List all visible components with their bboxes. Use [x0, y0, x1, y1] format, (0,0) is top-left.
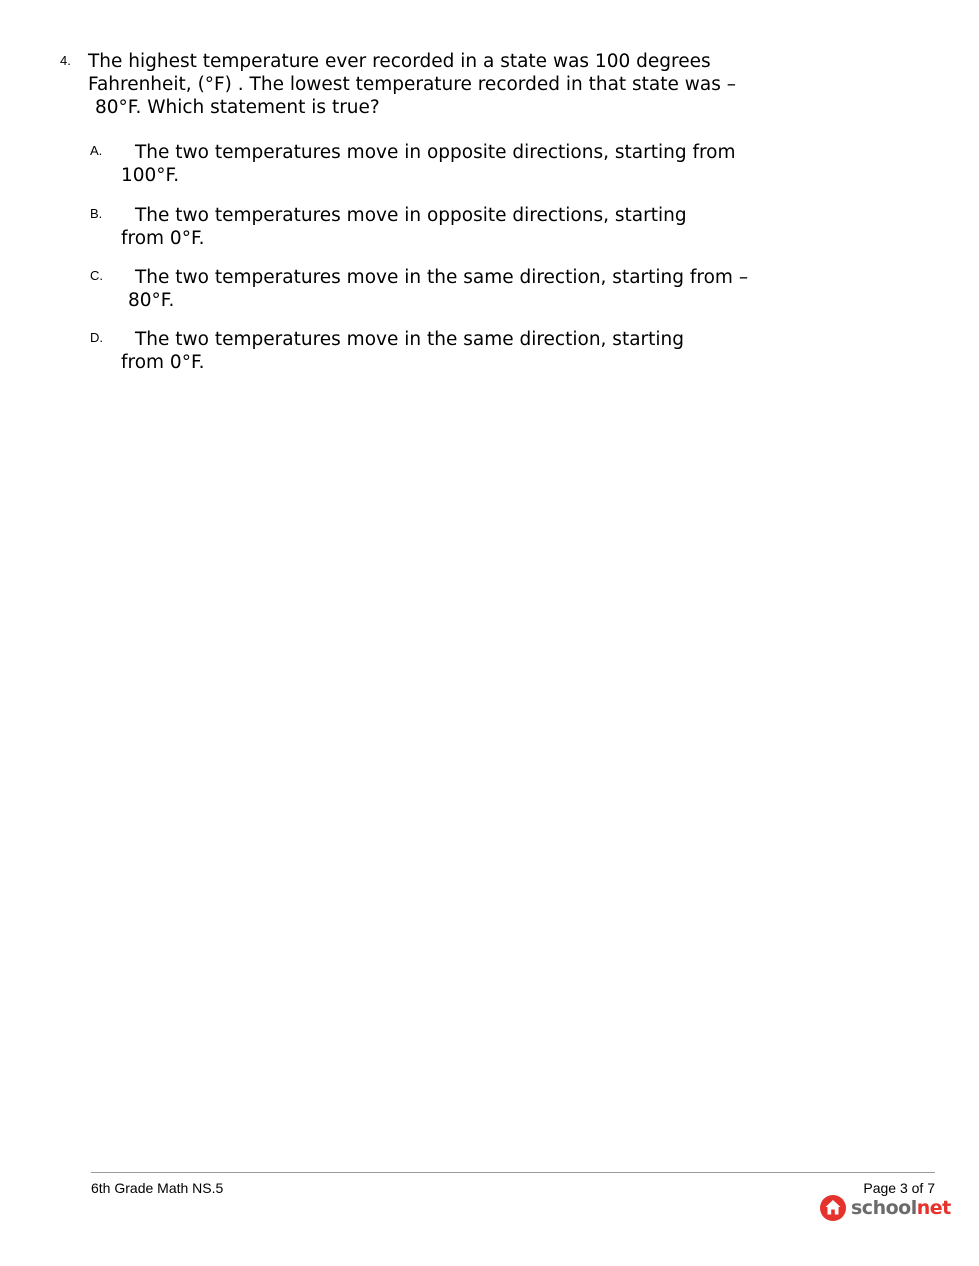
logo-wordmark: [851, 1197, 951, 1219]
choice-text-line: The two temperatures move in the same direction, starting from –: [135, 267, 749, 288]
choice-text-line: from 0°F.: [121, 352, 205, 373]
choice-text: [121, 204, 687, 250]
choice-text-line: 100°F.: [121, 165, 180, 186]
house-icon: [819, 1194, 847, 1222]
choice-text-line: The two temperatures move in opposite directions, starting: [135, 205, 687, 226]
choice-text: [121, 266, 748, 312]
footer-divider: [91, 1172, 935, 1173]
choice-text-line: The two temperatures move in the same direction, starting: [135, 329, 685, 350]
choice-text-line: from 0°F.: [121, 228, 205, 249]
choice-letter: B.: [90, 206, 103, 221]
footer-course-title: 6th Grade Math NS.5: [91, 1180, 224, 1196]
choice-letter: A.: [90, 143, 103, 158]
choice-text-line: The two temperatures move in opposite directions, starting from: [135, 142, 736, 163]
logo-wordmark-school: school: [851, 1197, 917, 1219]
question-stem-line: Fahrenheit, (°F) . The lowest temperature recorded in that state was –: [88, 74, 737, 95]
question-stem: [88, 50, 808, 119]
question-stem-line: 80°F. Which statement is true?: [95, 97, 380, 118]
choice-text: [121, 141, 736, 187]
choice-text: [121, 328, 684, 374]
choice-letter: D.: [90, 330, 103, 345]
choice-letter: C.: [90, 268, 103, 283]
schoolnet-logo: [819, 1193, 951, 1223]
choice-text-line: 80°F.: [128, 290, 175, 311]
question-number: 4.: [60, 53, 71, 68]
question-stem-line: The highest temperature ever recorded in a state was 100 degrees: [88, 51, 711, 72]
logo-wordmark-net: net: [916, 1197, 951, 1219]
footer-page-number: Page 3 of 7: [863, 1180, 935, 1196]
